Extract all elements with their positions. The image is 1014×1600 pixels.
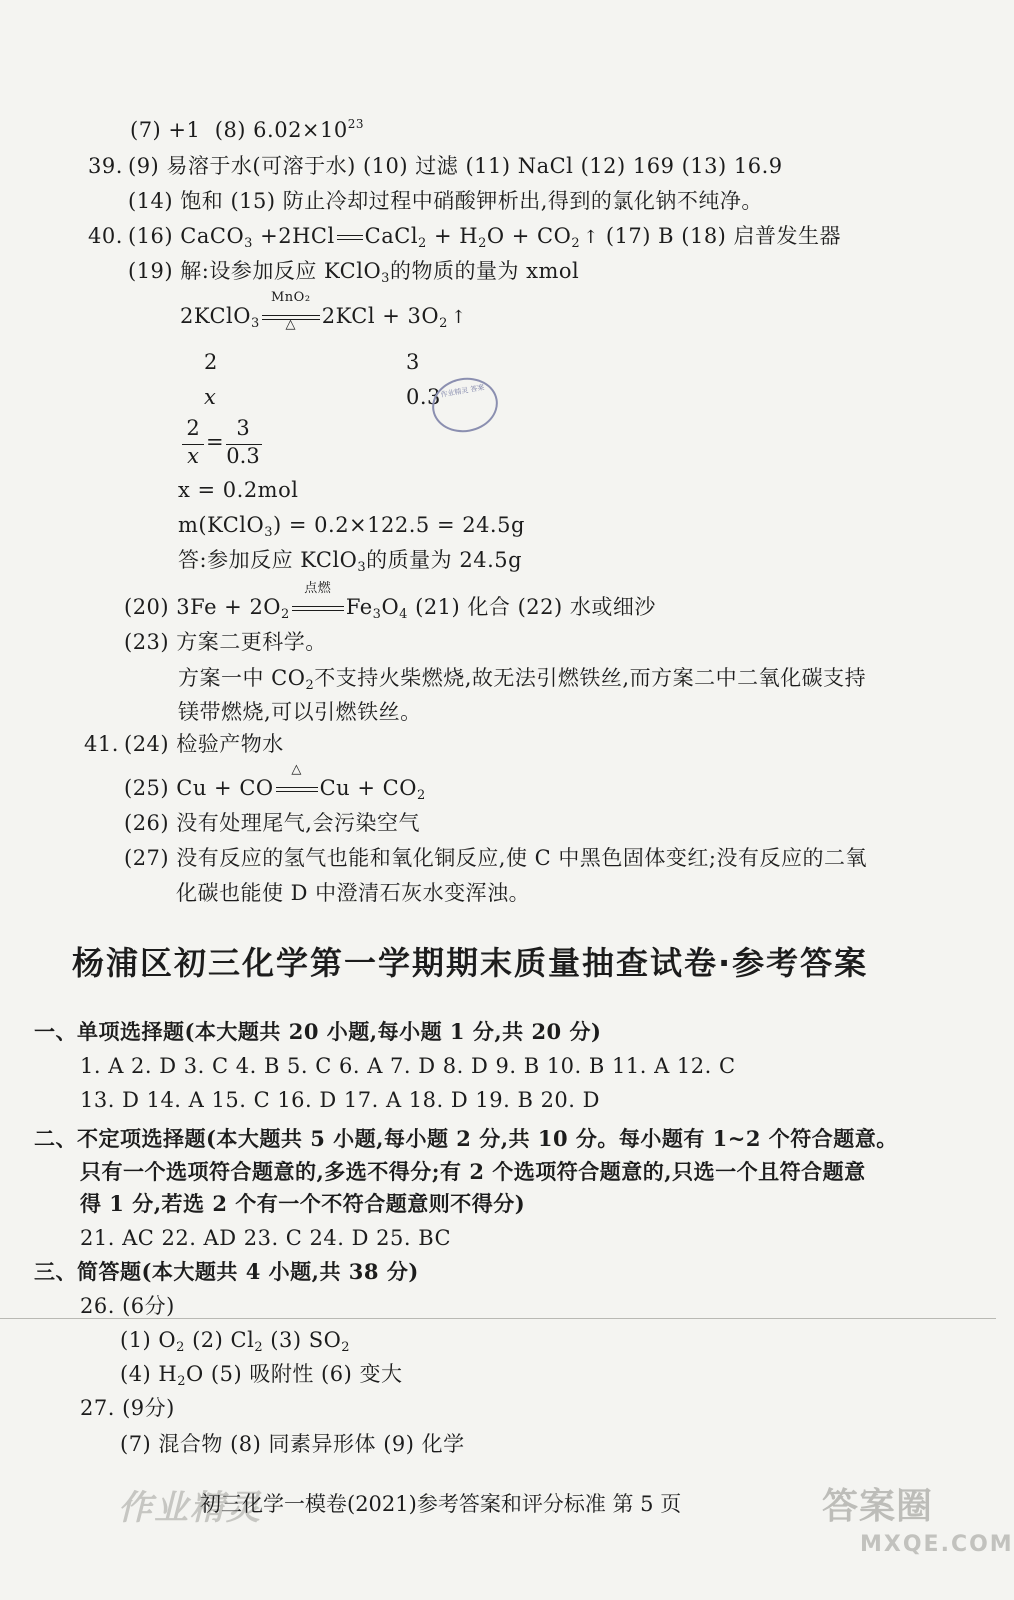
q39-line2: (14) 饱和 (15) 防止冷却过程中硝酸钾析出,得到的氯化钠不纯净。 [128,189,763,213]
section3-heading: 三、简答题(本大题共 4 小题,共 38 分) [34,1259,419,1284]
q40-23-reason1: 方案一中 $CO_2$不支持火柴燃烧,故无法引燃铁丝,而方案二中二氧化碳支持 [178,666,867,693]
q26-heading: 26. (6分) [80,1294,175,1318]
ratio-value: 0.3 [406,385,441,409]
q39-number: 39. [88,154,123,178]
section2-answers: 21. AC 22. AD 23. C 24. D 25. BC [80,1226,452,1250]
q40-number: 40. [88,224,123,248]
q41-26: (26) 没有处理尾气,会污染空气 [124,811,420,835]
reaction-condition: △ [274,774,320,802]
section1-answers-row1: 1. A 2. D 3. C 4. B 5. C 6. A 7. D 8. D 9. B 10. B 11. A 12. C [80,1054,736,1078]
ratio-coef-kclo3: 2 [204,350,218,374]
fraction-right-numerator: 3 [236,416,250,440]
q40-19-intro: (19) 解:设参加反应 KClO$_3$的物质的量为 xmol [128,259,580,286]
q40-23-reason2: 镁带燃烧,可以引燃铁丝。 [178,700,422,724]
q41-number: 41. [84,732,119,756]
q39-line1: (9) 易溶于水(可溶于水) (10) 过滤 (11) NaCl (12) 169 (13) 16.9 [128,154,783,178]
q40-23-conclusion: (23) 方案二更科学。 [124,630,327,654]
page-fold-line [0,1318,996,1319]
ratio-x: x [204,385,217,409]
mass-calculation: m(KClO$_3$) = 0.2×122.5 = 24.5g [178,513,525,540]
gas-arrow-icon: ↑ [583,227,599,248]
page-footer: 初三化学一模卷(2021)参考答案和评分标准 第 5 页 [200,1492,682,1516]
section2-heading-line1: 二、不定项选择题(本大题共 5 小题,每小题 2 分,共 10 分。每小题有 1~2 个符合题意。 [34,1126,898,1151]
watermark-logo: 答案圈 [822,1486,934,1527]
equals-sign [335,222,365,250]
grader-stamp: 作业精灵 答案 [428,373,502,438]
section2-heading-line2: 只有一个选项符合题意的,多选不得分;有 2 个选项符合题意的,只选一个且符合题意 [80,1159,866,1184]
q26-line2: (4) $H_2O$ (5) 吸附性 (6) 变大 [120,1362,403,1389]
fraction-left-numerator: 2 [186,416,200,440]
gas-arrow-icon: ↑ [450,307,467,328]
q40-20-22: (20) $3Fe + 2O_2$ 点燃 $Fe_3O_4$ (21) 化合 (22) 水或细沙 [124,581,656,622]
watermark-left: 作业精灵 [118,1488,262,1528]
q26-line1: (1) $O_2$ (2) $Cl_2$ (3) $SO_2$ [120,1328,351,1355]
q41-25: (25) Cu + CO △ $Cu + CO_2$ [124,762,426,803]
section1-answers-row2: 13. D 14. A 15. C 16. D 17. A 18. D 19. B 20. D [80,1088,600,1112]
q27-heading: 27. (9分) [80,1396,175,1420]
section2-heading-line3: 得 1 分,若选 2 个有一个不符合题意则不得分) [80,1191,526,1216]
reaction-condition: MnO₂ △ [260,302,322,330]
q41-27-line2: 化碳也能使 D 中澄清石灰水变浑浊。 [176,881,531,905]
proportion-equation [178,416,278,472]
q38-answers: (7) +1 (8) $6.02\times 10^{23}$ [130,117,365,142]
ratio-coef-o2: 3 [406,350,420,374]
q27-line1: (7) 混合物 (8) 同素异形体 (9) 化学 [120,1432,465,1456]
q41-27-line1: (27) 没有反应的氢气也能和氧化铜反应,使 C 中黑色固体变红;没有反应的二氧 [124,846,867,870]
q40-16-equation: (16) CaCO$_3$ +2HCl CaCl$_2$ + $H_2O + CO_2$ ↑ (17) B (18) 启普发生器 [128,224,842,251]
section-title: 杨浦区初三化学第一学期期末质量抽查试卷·参考答案 [72,944,869,982]
fraction-equals: = [206,430,224,454]
mass-answer: 答:参加反应 KClO$_3$的质量为 24.5g [178,548,523,575]
fraction-left-denominator: x [187,444,199,468]
reaction-condition: 点燃 [290,593,346,621]
section1-heading: 一、单项选择题(本大题共 20 小题,每小题 1 分,共 20 分) [34,1019,602,1044]
watermark-url: MXQE.COM [860,1532,1014,1557]
fraction-right-denominator: 0.3 [226,444,260,468]
kclo3-reaction: 2KClO$_3$ MnO₂ △ $2KCl + 3O_2$ ↑ [180,290,467,332]
q41-24: (24) 检验产物水 [124,732,284,756]
x-result: x = 0.2mol [178,478,299,502]
